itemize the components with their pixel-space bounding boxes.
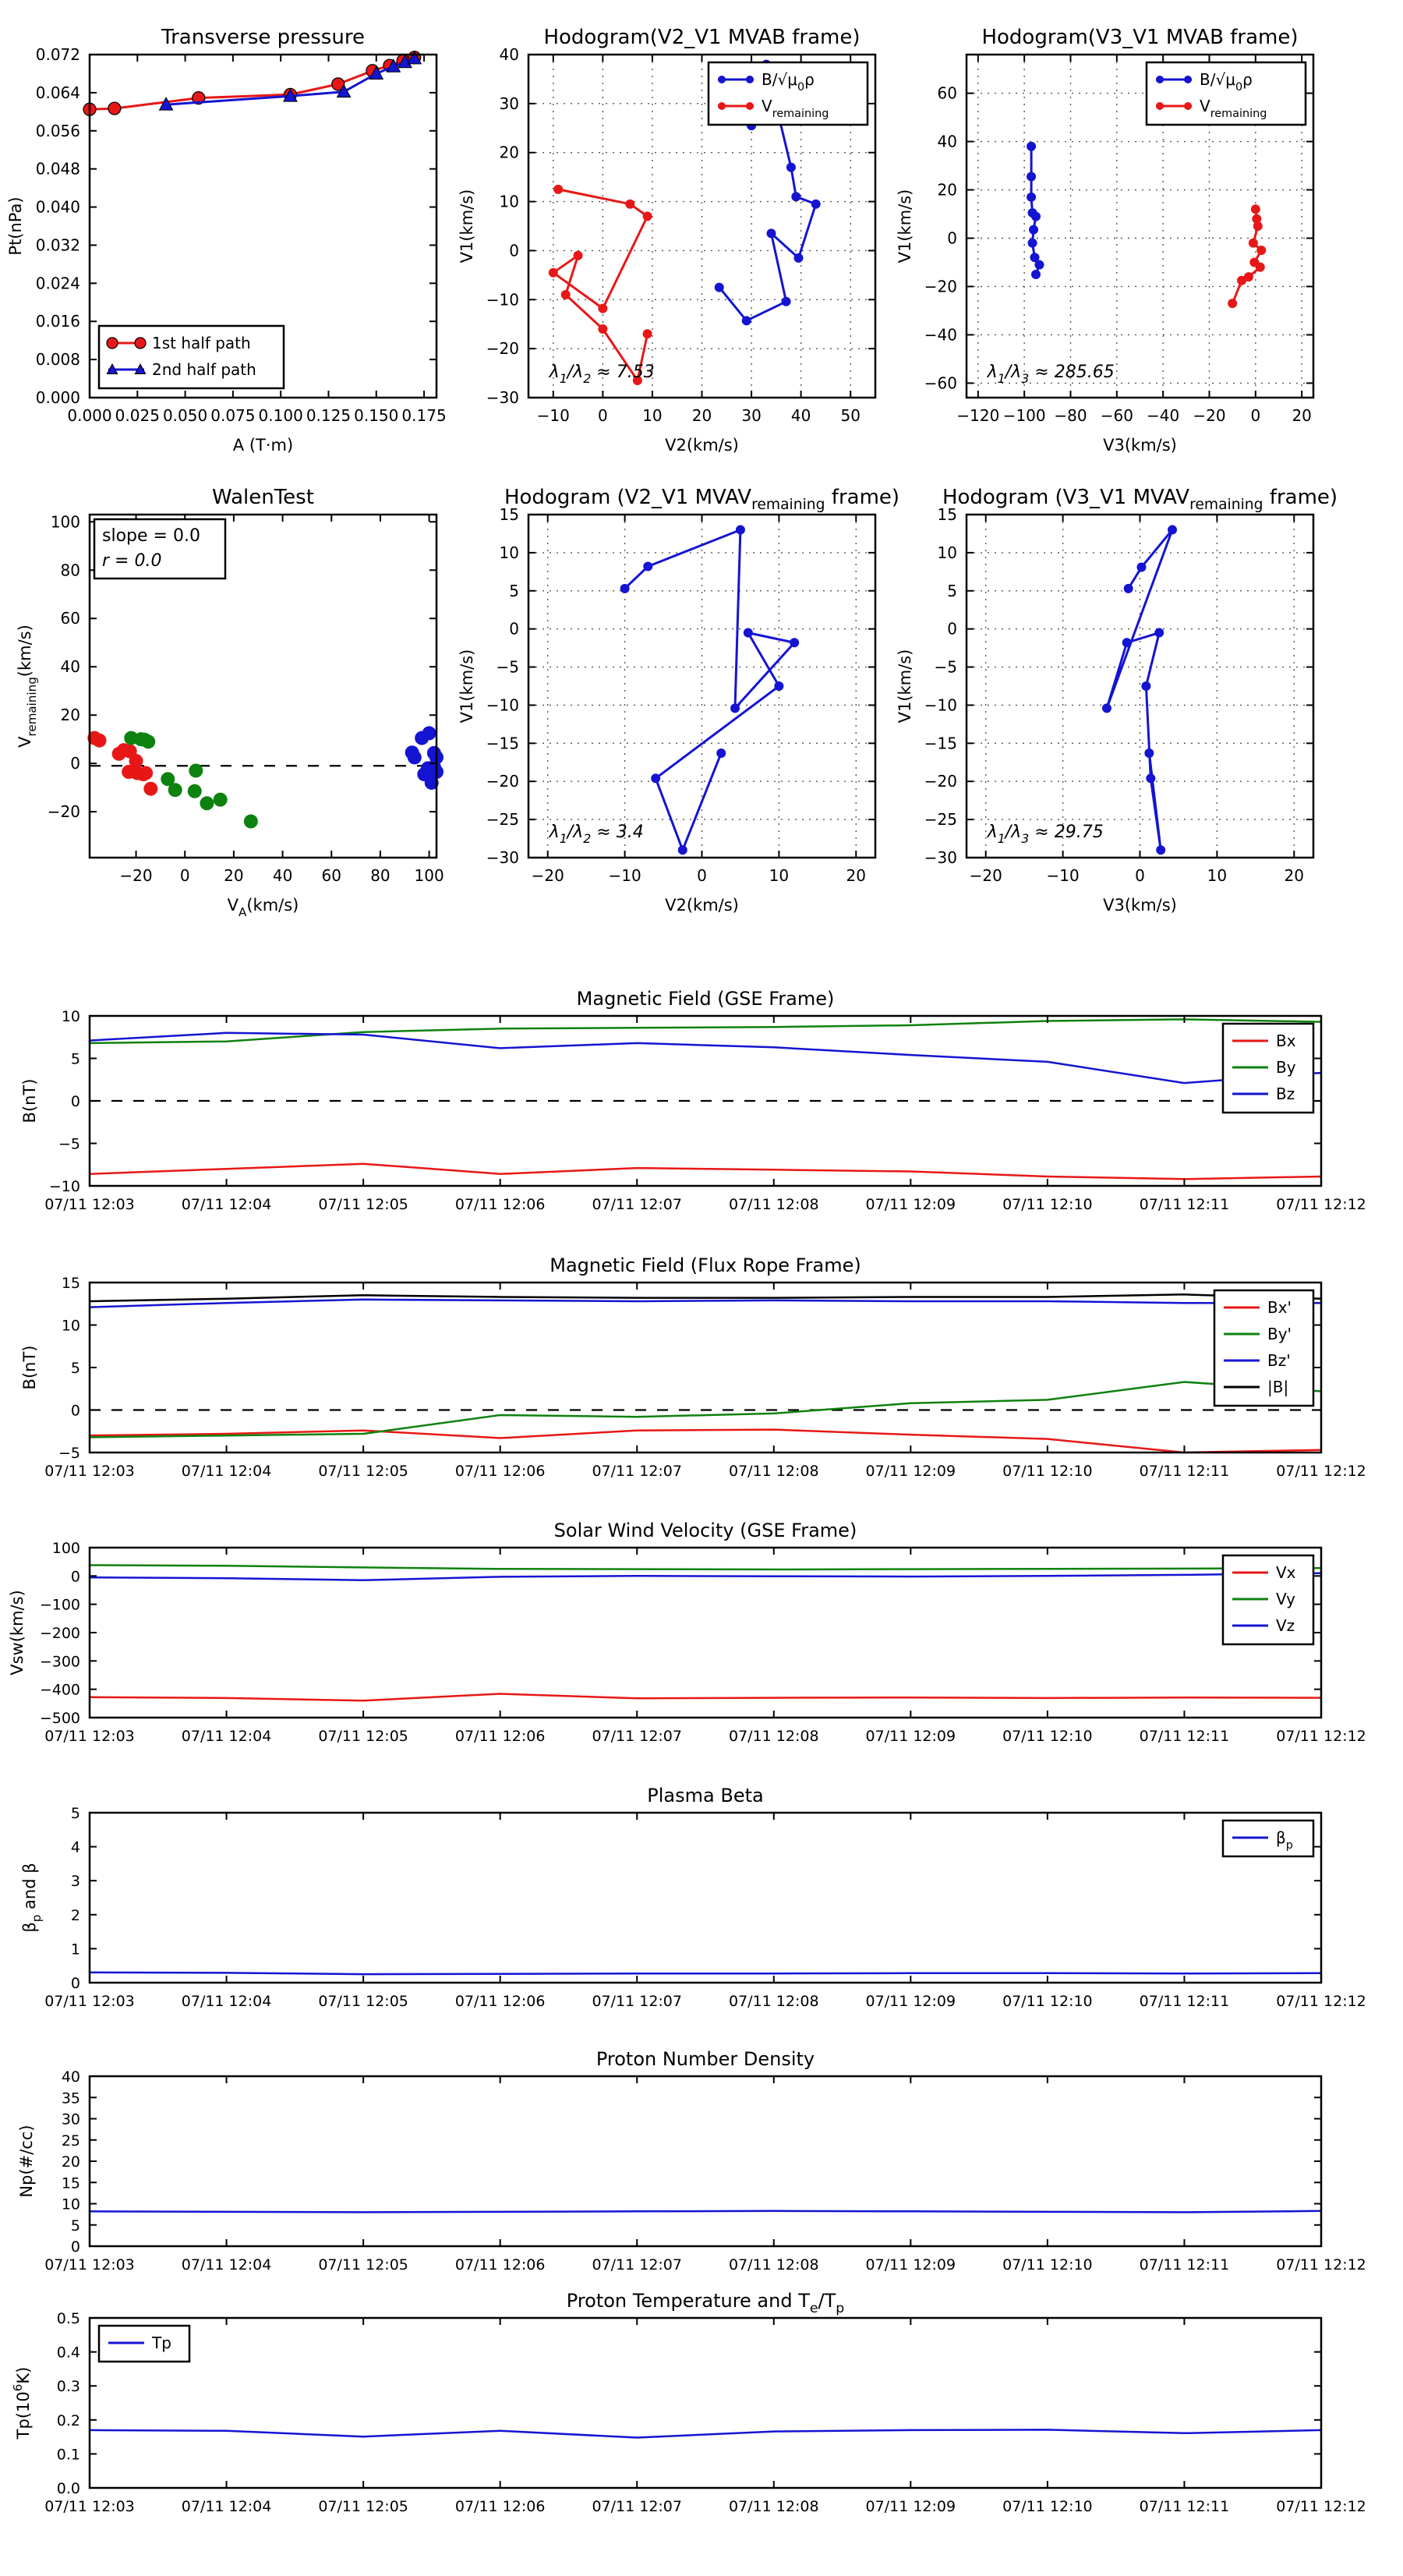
y-axis-label: Vsw(km/s) (8, 1590, 27, 1675)
legend-label: Bz' (1267, 1351, 1291, 1370)
x-tick-label: 100 (414, 866, 444, 885)
x-tick-label: 0.025 (115, 406, 160, 425)
y-tick-label: 0.072 (35, 45, 80, 64)
x-tick-label: 20 (691, 406, 712, 425)
y-tick-label: 5 (509, 581, 519, 600)
x-tick-label: 07/11 12:04 (181, 1463, 272, 1480)
x-tick-label: 0 (697, 866, 707, 885)
x-tick-label: −40 (1147, 406, 1180, 425)
x-tick-label: 07/11 12:04 (181, 2498, 272, 2515)
x-tick-label: −20 (969, 866, 1002, 885)
y-tick-label: −30 (486, 388, 519, 407)
x-tick-label: −10 (1046, 866, 1080, 885)
x-axis-label: V2(km/s) (665, 436, 739, 455)
y-tick-label: 1 (70, 1941, 80, 1959)
x-tick-label: 07/11 12:09 (865, 1993, 956, 2010)
stats-line: slope = 0.0 (102, 526, 200, 546)
x-tick-label: 07/11 12:11 (1139, 2498, 1230, 2515)
y-axis-label: $V_{remaining}(km/s)$ (16, 625, 39, 748)
plot-title: Proton Temperature and $T_e/T_p$ (566, 2290, 845, 2316)
y-tick-label: 10 (61, 1008, 80, 1025)
y-tick-label: 3 (70, 1873, 80, 1891)
y-tick-label: −100 (39, 1596, 80, 1614)
legend-label: Vx (1276, 1563, 1296, 1582)
y-tick-label: 10 (499, 543, 519, 562)
x-tick-label: 07/11 12:06 (454, 1196, 546, 1213)
y-tick-label: 40 (937, 132, 957, 151)
y-tick-label: 40 (499, 45, 519, 64)
x-tick-label: 07/11 12:05 (318, 1993, 408, 2010)
y-tick-label: −30 (486, 848, 519, 867)
legend-label: Bz (1276, 1085, 1295, 1103)
x-tick-label: 07/11 12:11 (1139, 1196, 1230, 1213)
x-axis-label: V3(km/s) (1103, 436, 1177, 455)
y-tick-label: −5 (496, 657, 519, 677)
x-tick-label: 07/11 12:10 (1002, 1196, 1093, 1213)
x-tick-label: 07/11 12:07 (592, 2256, 683, 2273)
x-tick-label: 07/11 12:09 (865, 1728, 956, 1745)
x-tick-label: 07/11 12:11 (1139, 1463, 1230, 1480)
y-tick-label: 0 (70, 754, 80, 773)
lambda-annotation: $\lambda_1/\lambda_2 \approx 3.4$ (549, 823, 644, 846)
x-tick-label: 80 (370, 866, 391, 885)
legend-label: $B/√\mu_0\rho$ (762, 70, 815, 94)
x-tick-label: 07/11 12:05 (318, 1463, 408, 1480)
y-tick-label: 0.016 (35, 312, 80, 331)
x-tick-label: 07/11 12:05 (318, 1196, 408, 1213)
x-tick-label: 0.175 (401, 406, 447, 425)
y-axis-label: V1(km/s) (896, 189, 914, 264)
x-tick-label: −20 (119, 866, 153, 885)
x-axis-label: V3(km/s) (1103, 896, 1177, 915)
x-tick-label: 07/11 12:05 (318, 2498, 408, 2515)
x-axis-label: $V_A(km/s)$ (227, 896, 299, 919)
y-tick-label: −300 (39, 1653, 80, 1671)
y-tick-label: 0.1 (56, 2446, 80, 2464)
x-tick-label: 07/11 12:08 (728, 2256, 819, 2273)
legend (1223, 1821, 1313, 1856)
y-tick-label: 0.2 (56, 2411, 80, 2429)
y-tick-label: 0.056 (35, 121, 80, 140)
y-tick-label: 20 (937, 180, 957, 200)
x-tick-label: 0 (597, 406, 608, 425)
x-tick-label: 07/11 12:12 (1276, 1463, 1366, 1480)
y-tick-label: 0 (70, 1093, 80, 1110)
x-axis-label: A (T·m) (232, 436, 294, 455)
y-tick-label: 0 (70, 1975, 80, 1992)
stats-line: r = 0.0 (102, 551, 162, 571)
x-tick-label: 07/11 12:09 (865, 2498, 956, 2515)
y-tick-label: 4 (70, 1838, 80, 1856)
x-tick-label: −80 (1054, 406, 1087, 425)
x-tick-label: 07/11 12:09 (865, 1196, 956, 1213)
plot-title: Proton Number Density (595, 2048, 815, 2070)
plot-title: Hodogram(V2_V1 MVAB frame) (543, 26, 861, 49)
x-tick-label: 20 (846, 866, 867, 885)
x-tick-label: 07/11 12:10 (1002, 1728, 1093, 1745)
y-axis-label: B(nT) (20, 1345, 39, 1390)
plot-title: Plasma Beta (647, 1785, 764, 1806)
x-tick-label: −120 (956, 406, 1000, 425)
x-tick-label: 07/11 12:03 (44, 2256, 135, 2273)
y-axis-label: V1(km/s) (458, 649, 476, 724)
y-tick-label: 0 (509, 619, 519, 639)
y-tick-label: 0.008 (35, 350, 80, 370)
legend (709, 62, 868, 125)
x-tick-label: −20 (1193, 406, 1226, 425)
x-tick-label: 07/11 12:10 (1002, 2498, 1093, 2515)
lambda-annotation: $\lambda_1/\lambda_3 \approx 285.65$ (987, 363, 1115, 386)
y-tick-label: 5 (947, 581, 957, 600)
x-tick-label: 07/11 12:10 (1002, 2256, 1093, 2273)
y-tick-label: 100 (51, 1540, 80, 1557)
x-tick-label: 0.150 (354, 406, 399, 425)
x-tick-label: 07/11 12:03 (44, 1993, 135, 2010)
x-tick-label: 40 (272, 866, 293, 885)
x-tick-label: 07/11 12:08 (728, 1993, 819, 2010)
y-tick-label: 25 (61, 2132, 80, 2150)
legend-label: 2nd half path (152, 360, 256, 379)
y-axis-label: B(nT) (20, 1078, 39, 1123)
y-tick-label: 0 (70, 2238, 80, 2256)
x-tick-label: 07/11 12:04 (181, 1728, 272, 1745)
legend (1214, 1290, 1313, 1406)
y-tick-label: 0.5 (56, 2310, 80, 2327)
y-axis-label: Np(#/cc) (17, 2125, 36, 2198)
y-tick-label: 40 (60, 657, 80, 677)
x-tick-label: −60 (1100, 406, 1133, 425)
x-tick-label: 0.075 (210, 406, 256, 425)
x-tick-label: −100 (1002, 406, 1046, 425)
y-tick-label: 20 (60, 706, 80, 725)
y-tick-label: −5 (58, 1135, 80, 1153)
x-tick-label: 07/11 12:09 (865, 2256, 956, 2273)
y-tick-label: −25 (924, 810, 957, 830)
y-tick-label: 0.040 (35, 197, 80, 217)
y-tick-label: 60 (60, 609, 80, 628)
y-tick-label: 2 (70, 1906, 80, 1924)
y-axis-label: $\beta_p$ and β (20, 1863, 44, 1933)
x-tick-label: 30 (741, 406, 762, 425)
plot-title: Magnetic Field (Flux Rope Frame) (550, 1254, 861, 1276)
y-tick-label: −25 (486, 810, 519, 830)
plot-title: Hodogram (V2_V1 $MVAV_{remaining}$ frame) (504, 486, 900, 513)
series-beta_p (90, 1973, 1321, 1974)
x-tick-label: 07/11 12:04 (181, 1993, 272, 2010)
legend-label: 1st half path (152, 334, 251, 352)
x-tick-label: 07/11 12:11 (1139, 1993, 1230, 2010)
x-tick-label: 07/11 12:07 (592, 2498, 683, 2515)
x-tick-label: 07/11 12:03 (44, 2498, 135, 2515)
y-tick-label: −20 (924, 277, 957, 296)
x-tick-label: 0.100 (258, 406, 303, 425)
y-tick-label: −5 (58, 1445, 80, 1462)
y-tick-label: 15 (61, 1275, 80, 1292)
y-tick-label: 60 (937, 83, 957, 103)
y-tick-label: 20 (499, 143, 519, 162)
x-tick-label: 07/11 12:03 (44, 1196, 135, 1213)
x-tick-label: 07/11 12:10 (1002, 1463, 1093, 1480)
y-tick-label: 0 (947, 619, 957, 639)
legend-label: Vy (1276, 1590, 1295, 1608)
y-tick-label: 15 (937, 505, 957, 524)
x-tick-label: 40 (790, 406, 811, 425)
x-tick-label: 07/11 12:09 (865, 1463, 956, 1480)
y-tick-label: 10 (61, 1317, 80, 1335)
x-tick-label: 07/11 12:05 (318, 1728, 408, 1745)
y-tick-label: 5 (70, 1360, 80, 1377)
x-tick-label: 10 (1207, 866, 1228, 885)
y-tick-label: 30 (499, 94, 519, 113)
y-tick-label: −20 (47, 802, 80, 822)
x-tick-label: −20 (531, 866, 564, 885)
x-tick-label: 07/11 12:03 (44, 1728, 135, 1745)
y-tick-label: 10 (937, 543, 957, 562)
y-tick-label: 0 (70, 1568, 80, 1586)
x-tick-label: 07/11 12:08 (728, 1463, 819, 1480)
x-tick-label: −10 (536, 406, 570, 425)
y-tick-label: −10 (48, 1178, 80, 1195)
x-tick-label: 07/11 12:08 (728, 1196, 819, 1213)
x-tick-label: 07/11 12:07 (592, 1463, 683, 1480)
y-axis-label: $Tp(10^6K)$ (11, 2366, 33, 2440)
y-tick-label: 80 (60, 561, 80, 580)
x-tick-label: 07/11 12:10 (1002, 1993, 1093, 2010)
x-tick-label: 07/11 12:11 (1139, 2256, 1230, 2273)
x-tick-label: 07/11 12:06 (454, 1463, 546, 1480)
y-tick-label: −15 (486, 734, 519, 753)
x-tick-label: 07/11 12:08 (728, 1728, 819, 1745)
legend-label: Tp (152, 2334, 171, 2352)
y-tick-label: −20 (486, 772, 519, 791)
x-tick-label: 07/11 12:06 (454, 1993, 546, 2010)
series-Np (90, 2211, 1321, 2213)
y-tick-label: 10 (499, 192, 519, 211)
x-tick-label: 07/11 12:12 (1276, 1993, 1366, 2010)
y-tick-label: 0.064 (35, 83, 80, 102)
y-tick-label: 0.000 (35, 388, 80, 407)
legend-label: $\beta_p$ (1276, 1828, 1293, 1852)
legend-label: By' (1267, 1325, 1292, 1343)
plot-title: Transverse pressure (161, 26, 365, 49)
x-tick-label: 0 (179, 866, 190, 885)
x-tick-label: 0.125 (306, 406, 352, 425)
y-tick-label: 5 (70, 1050, 80, 1068)
legend (99, 2326, 189, 2362)
legend (99, 326, 284, 388)
x-tick-label: 07/11 12:07 (592, 1728, 683, 1745)
x-tick-label: 07/11 12:06 (454, 2498, 546, 2515)
y-tick-label: 15 (61, 2174, 80, 2192)
y-axis-label: Pt(nPa) (6, 196, 25, 256)
y-tick-label: 0 (947, 228, 957, 248)
x-tick-label: 20 (1292, 406, 1312, 425)
legend (1223, 1024, 1313, 1113)
x-axis-label: V2(km/s) (665, 896, 739, 915)
legend-label: Bx (1276, 1031, 1296, 1050)
y-tick-label: 0.024 (35, 274, 80, 293)
y-tick-label: 0.048 (35, 159, 80, 179)
y-tick-label: −15 (924, 734, 957, 753)
y-tick-label: −5 (934, 657, 957, 677)
x-tick-label: 07/11 12:03 (44, 1463, 135, 1480)
y-tick-label: 10 (61, 2196, 80, 2213)
plot-title: Hodogram(V3_V1 MVAB frame) (981, 26, 1299, 49)
plot-title: Magnetic Field (GSE Frame) (576, 988, 835, 1010)
y-tick-label: 5 (70, 2217, 80, 2235)
x-tick-label: −10 (608, 866, 641, 885)
lambda-annotation: $\lambda_1/\lambda_2 \approx 7.53$ (549, 363, 655, 386)
y-tick-label: −40 (924, 325, 957, 345)
x-tick-label: 0 (1250, 406, 1261, 425)
x-tick-label: 07/11 12:06 (454, 2256, 546, 2273)
x-tick-label: 10 (642, 406, 663, 425)
legend (1223, 1555, 1313, 1644)
x-tick-label: 0.050 (162, 406, 208, 425)
y-tick-label: −400 (39, 1681, 80, 1699)
y-axis-label: V1(km/s) (458, 189, 476, 264)
x-tick-label: 07/11 12:12 (1276, 1728, 1366, 1745)
x-tick-label: 07/11 12:12 (1276, 2256, 1366, 2273)
x-tick-label: 20 (1284, 866, 1305, 885)
legend-label: Vz (1276, 1616, 1295, 1635)
x-tick-label: 07/11 12:07 (592, 1196, 683, 1213)
legend-label: By (1276, 1058, 1296, 1077)
y-tick-label: 0.0 (56, 2480, 80, 2497)
x-tick-label: 0.000 (67, 406, 112, 425)
y-tick-label: 0 (509, 241, 519, 260)
legend-label: |B| (1267, 1378, 1289, 1396)
x-tick-label: 07/11 12:04 (181, 1196, 272, 1213)
y-tick-label: −20 (924, 772, 957, 791)
x-tick-label: 60 (321, 866, 341, 885)
y-tick-label: 20 (61, 2153, 80, 2171)
y-tick-label: −200 (39, 1625, 80, 1642)
y-tick-label: 100 (50, 512, 80, 532)
x-tick-label: 07/11 12:07 (592, 1993, 683, 2010)
x-tick-label: 10 (769, 866, 790, 885)
legend-label: $V_{remaining}$ (1200, 97, 1267, 120)
legend-label: Bx' (1267, 1298, 1292, 1317)
x-tick-label: 07/11 12:06 (454, 1728, 546, 1745)
y-tick-label: 0.3 (56, 2378, 80, 2396)
legend-label: $B/√\mu_0\rho$ (1200, 70, 1253, 94)
lambda-annotation: $\lambda_1/\lambda_3 \approx 29.75$ (987, 823, 1104, 846)
x-tick-label: 07/11 12:05 (318, 2256, 408, 2273)
y-tick-label: 35 (61, 2089, 80, 2107)
x-tick-label: 0 (1135, 866, 1145, 885)
y-tick-label: −60 (924, 373, 957, 393)
y-tick-label: 40 (61, 2068, 80, 2086)
x-tick-label: 07/11 12:04 (181, 2256, 272, 2273)
y-tick-label: −20 (486, 339, 519, 359)
x-tick-label: 07/11 12:12 (1276, 1196, 1366, 1213)
y-tick-label: −30 (924, 848, 957, 867)
y-tick-label: −10 (924, 695, 957, 715)
y-tick-label: −10 (486, 290, 519, 310)
y-tick-label: −10 (486, 695, 519, 715)
y-tick-label: 15 (499, 505, 519, 524)
y-tick-label: 0 (70, 1402, 80, 1420)
x-tick-label: 20 (224, 866, 244, 885)
legend-label: $V_{remaining}$ (762, 97, 829, 120)
y-tick-label: 5 (70, 1805, 80, 1822)
x-tick-label: 07/11 12:11 (1139, 1728, 1230, 1745)
plot-title: WalenTest (212, 486, 314, 509)
y-axis-label: V1(km/s) (896, 649, 914, 724)
plot-title: Hodogram (V3_V1 $MVAV_{remaining}$ frame) (942, 486, 1338, 513)
y-tick-label: 0.032 (35, 235, 80, 255)
x-tick-label: 50 (840, 406, 861, 425)
x-tick-label: 07/11 12:08 (728, 2498, 819, 2515)
plot-title: Solar Wind Velocity (GSE Frame) (553, 1520, 857, 1541)
y-tick-label: 30 (61, 2111, 80, 2128)
x-tick-label: 07/11 12:12 (1276, 2498, 1366, 2515)
y-tick-label: −500 (39, 1710, 80, 1727)
legend (1147, 62, 1306, 125)
y-tick-label: 0.4 (56, 2344, 80, 2362)
